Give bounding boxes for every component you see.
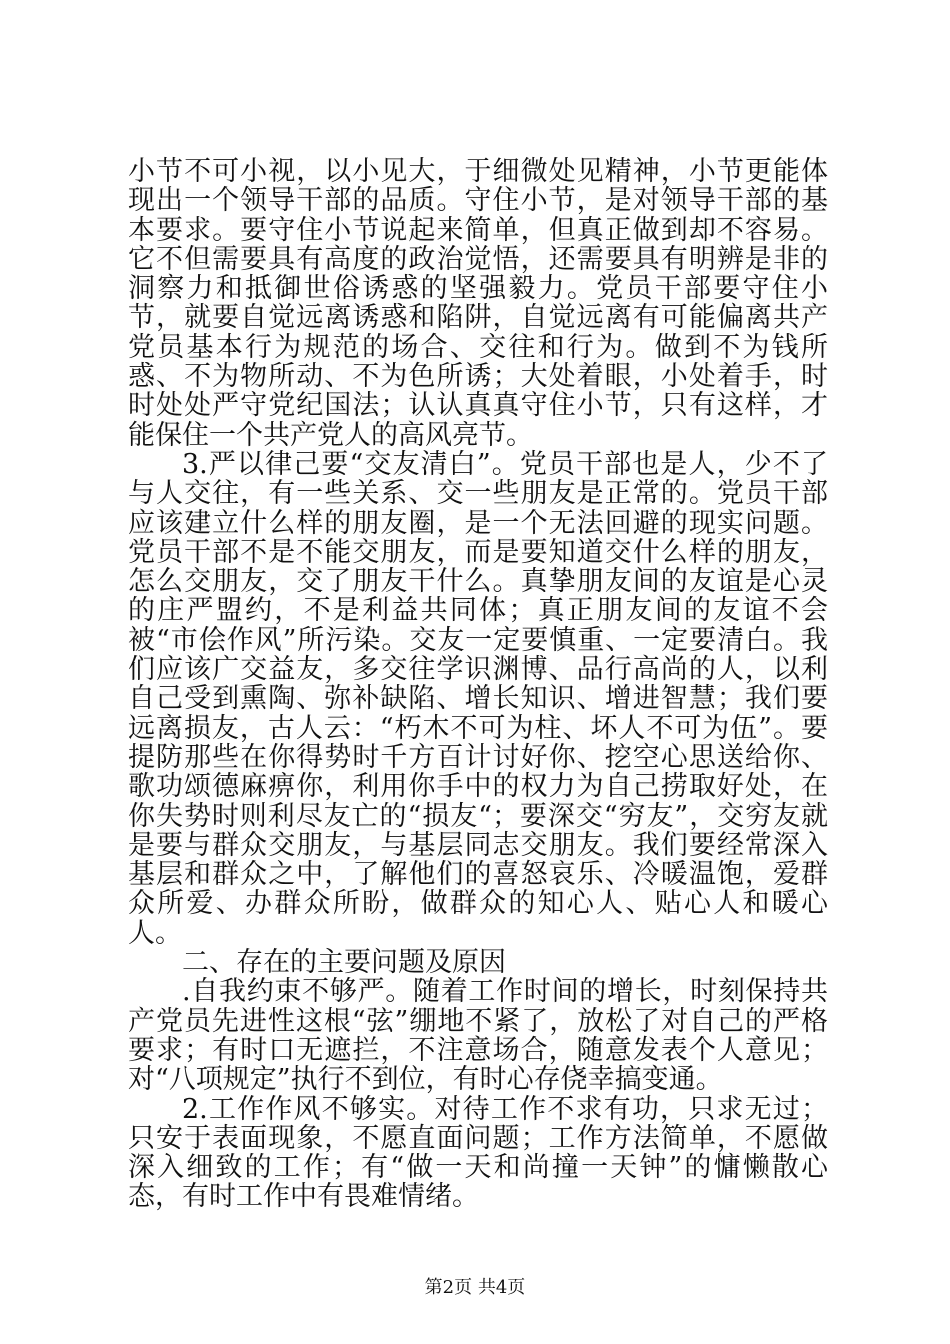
- page-number-footer: 第2页 共4页: [424, 1277, 526, 1298]
- document-body: [128, 157, 828, 1212]
- paragraph-work-style: 2.工作作风不够实。对待工作不求有功，只求无过；只安于表面现象，不愿直面问题；工作方法简单，不愿做深入细致的工作；有“做一天和尚撞一天钟”的慵懒散心态，有时工作中有畏难情绪。: [128, 1093, 828, 1213]
- paragraph-self-discipline: .自我约束不够严。随着工作时间的增长，时刻保持共产党员先进性这根“弦”绷地不紧了，放松了对自己的严格要求；有时口无遮拦，不注意场合，随意发表个人意见；对“八项规定”执行不到位，有时心存侥幸搞变通。: [128, 976, 828, 1096]
- paragraph-friendship: 3.严以律己要“交友清白”。党员干部也是人，少不了与人交往，有一些关系、交一些朋友是正常的。党员干部应该建立什么样的朋友圈，是一个无法回避的现实问题。党员干部不是不能交朋友，而是要知道交什么样的朋友，怎么交朋友，交了朋友干什么。真挚朋友间的友谊是心灵的庄严盟约，不是利益共同体；真正朋友间的友谊不会被“市侩作风”所污染。交友一定要慎重、一定要清白。我们应该广交益友，多交往学识渊博、品行高尚的人，以利自己受到熏陶、弥补缺陷、增长知识、增进智慧；我们要远离损友，古人云：“朽木不可为柱、坏人不可为伍”。要提防那些在你得势时千方百计讨好你、挖空心思送给你、歌功颂德麻痹你，利用你手中的权力为自己捞取好处，在你失势时则利尽友亡的“损友“；要深交“穷友”，交穷友就是要与群众交朋友，与基层同志交朋友。我们要经常深入基层和群众之中，了解他们的喜怒哀乐、冷暖温饱，爱群众所爱、办群众所盼，做群众的知心人、贴心人和暖心人。: [128, 448, 828, 949]
- paragraph-small-details: 小节不可小视，以小见大，于细微处见精神，小节更能体现出一个领导干部的品质。守住小节，是对领导干部的基本要求。要守住小节说起来简单，但真正做到却不容易。它不但需要具有高度的政治觉悟，还需要具有明辨是非的洞察力和抵御世俗诱惑的坚强毅力。党员干部要守住小节，就要自觉远离诱惑和陷阱，自觉远离有可能偏离共产党员基本行为规范的场合、交往和行为。做到不为钱所惑、不为物所动、不为色所诱；大处着眼，小处着手，时时处处严守党纪国法；认认真真守住小节，只有这样，才能保住一个共产党人的高风亮节。: [128, 156, 828, 451]
- section-heading-problems: 二、存在的主要问题及原因: [182, 947, 506, 979]
